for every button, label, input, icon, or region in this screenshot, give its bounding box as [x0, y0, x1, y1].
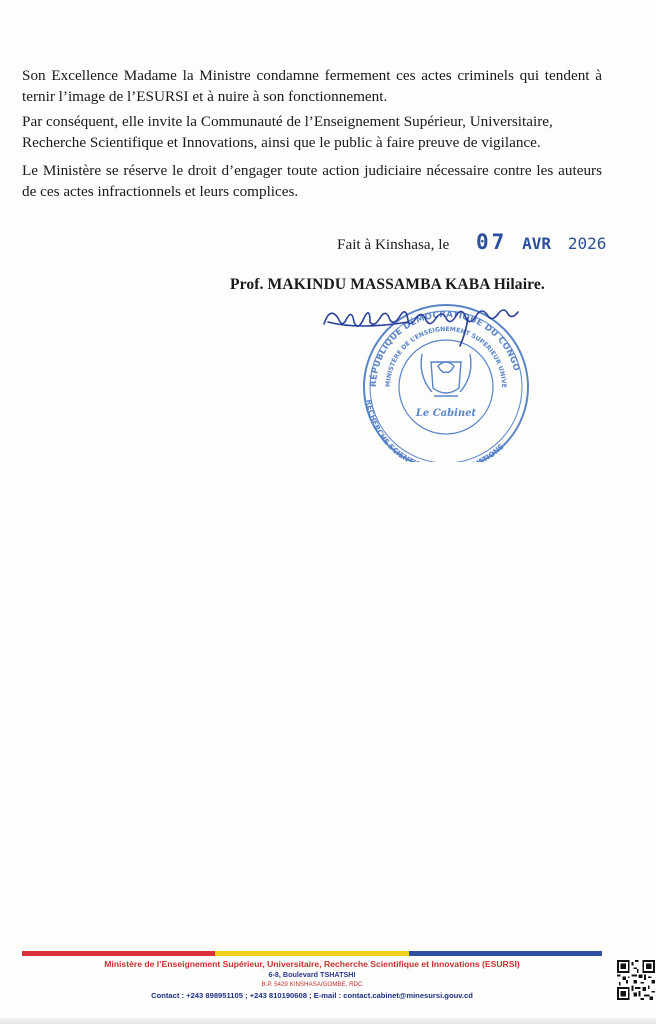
official-seal	[318, 292, 533, 462]
flag-segment-yellow	[215, 951, 408, 956]
signatory-name: Prof. MAKINDU MASSAMBA KABA Hilaire.	[230, 276, 545, 293]
scan-bottom-edge	[0, 1018, 656, 1024]
seal-stamp-circle	[318, 292, 528, 462]
seal-middle-text: MINISTÈRE DE L’ENSEIGNEMENT SUPÉRIEUR UNIVE	[384, 325, 508, 388]
seal-center-label: Le Cabinet	[415, 408, 477, 419]
footer-address: 6-8, Boulevard TSHATSHI	[268, 970, 356, 979]
coat-of-arms-icon	[421, 354, 471, 396]
date-stamp-year: 2026	[567, 234, 607, 253]
date-stamp	[476, 230, 606, 254]
footer-flag-band	[22, 951, 602, 956]
qr-code-icon	[617, 960, 655, 1000]
footer-ministry: Ministère de l’Enseignement Supérieur, Universitaire, Recherche Scientifique et Innovations (ESURSI)	[104, 959, 520, 969]
footer-po-box: B.P. 5429 KINSHASA/GOMBE, RDC	[261, 981, 363, 988]
footer-contact: Contact : +243 898951105 ; +243 810190608 ; E-mail : contact.cabinet@minesursi.gouv.cd	[151, 991, 473, 1000]
paragraph-vigilance: Par conséquent, elle invite la Communauté de l’Enseignement Supérieur, Universitaire, Recherche Scientifique et Innovations, ainsi que le public à faire preuve de vigilance.	[22, 113, 553, 151]
date-stamp-day: 07	[476, 230, 508, 254]
seal-outer-text: RÉPUBLIQUE DÉMOCRATIQUE DU CONGO	[368, 309, 522, 388]
flag-segment-red	[22, 951, 215, 956]
seal-lower-text: RECHERCHE SCIENT ATIONS	[364, 398, 506, 462]
paragraph-condemnation: Son Excellence Madame la Ministre condamne fermement ces actes criminels qui tendent à ternir l’image de l’ESURSI et à nuire à son fonctionnement.	[22, 67, 602, 105]
place-line: Fait à Kinshasa, le	[337, 236, 450, 253]
paragraph-legal-action: Le Ministère se réserve le droit d’engager toute action judiciaire nécessaire contre les auteurs de ces actes infractionnels et leurs complices.	[22, 162, 602, 200]
flag-segment-blue	[409, 951, 602, 956]
date-stamp-month: AVR	[522, 234, 552, 253]
svg-text:MINISTÈRE DE L’ENSEIGNEMENT SU	[318, 292, 507, 388]
footer	[22, 959, 602, 1002]
